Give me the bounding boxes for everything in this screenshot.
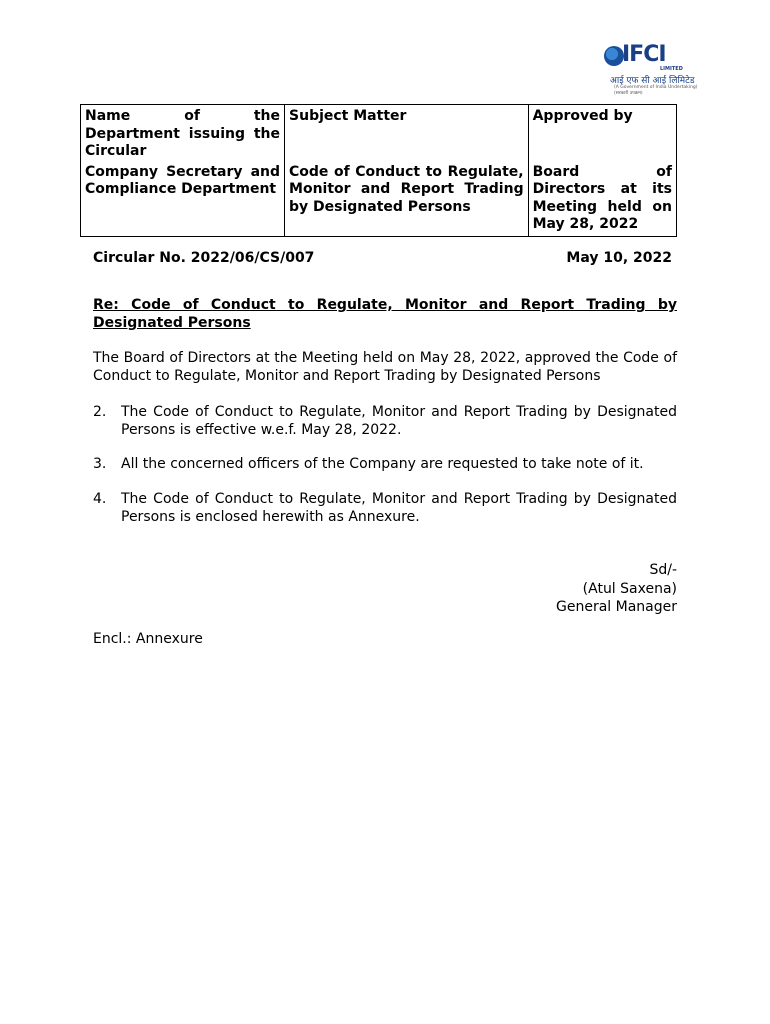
list-item — [93, 403, 677, 439]
subject-line-2: Designated Persons — [93, 315, 251, 331]
header-approved-by: Approved by — [528, 105, 676, 161]
item-number: 3. — [93, 456, 107, 472]
circular-info-table — [80, 104, 677, 237]
circular-number: Circular No. 2022/06/CS/007 — [93, 250, 315, 266]
signatory-name: (Atul Saxena) — [582, 580, 677, 597]
enclosure-note: Encl.: Annexure — [93, 631, 203, 647]
logo-subtitle: LIMITED — [660, 66, 683, 72]
subject-line-1: Re: Code of Conduct to Regulate, Monitor and Report Trading by — [93, 297, 677, 313]
signatory-title: General Manager — [556, 599, 677, 615]
cell-subject: Code of Conduct to Regulate, Monitor and Report Trading by Designated Persons — [285, 161, 529, 237]
item-text: All the concerned officers of the Company are requested to take note of it. — [121, 456, 644, 472]
ifci-logo — [598, 42, 698, 100]
signature-sd: Sd/- — [649, 562, 677, 578]
header-department: Name of the Department issuing the Circular — [81, 105, 285, 161]
list-item — [93, 490, 677, 526]
logo-tagline: (A Government of India Undertaking) — [614, 85, 698, 90]
item-number: 2. — [93, 404, 107, 420]
item-number: 4. — [93, 491, 107, 507]
circular-date: May 10, 2022 — [566, 250, 672, 266]
globe-icon — [604, 46, 624, 66]
logo-name: IFCI — [622, 42, 666, 67]
list-item — [93, 455, 677, 473]
subject-heading — [93, 296, 677, 332]
logo-tagline-hindi: (सरकारी उपक्रम) — [614, 91, 643, 96]
cell-department: Company Secretary and Compliance Department — [81, 161, 285, 237]
logo-hindi: आई एफ सी आई लिमिटेड — [610, 76, 695, 86]
signature-block — [556, 561, 677, 617]
cell-approved-by: Board of Directors at its Meeting held on May 28, 2022 — [528, 161, 676, 237]
header-subject: Subject Matter — [285, 105, 529, 161]
item-text: The Code of Conduct to Regulate, Monitor and Report Trading by Designated Persons is enclosed herewith as Annexure. — [121, 491, 677, 525]
item-text: The Code of Conduct to Regulate, Monitor and Report Trading by Designated Persons is effective w.e.f. May 28, 2022. — [121, 404, 677, 438]
intro-paragraph: The Board of Directors at the Meeting held on May 28, 2022, approved the Code of Conduct to Regulate, Monitor and Report Trading by Designated Persons — [93, 350, 677, 384]
